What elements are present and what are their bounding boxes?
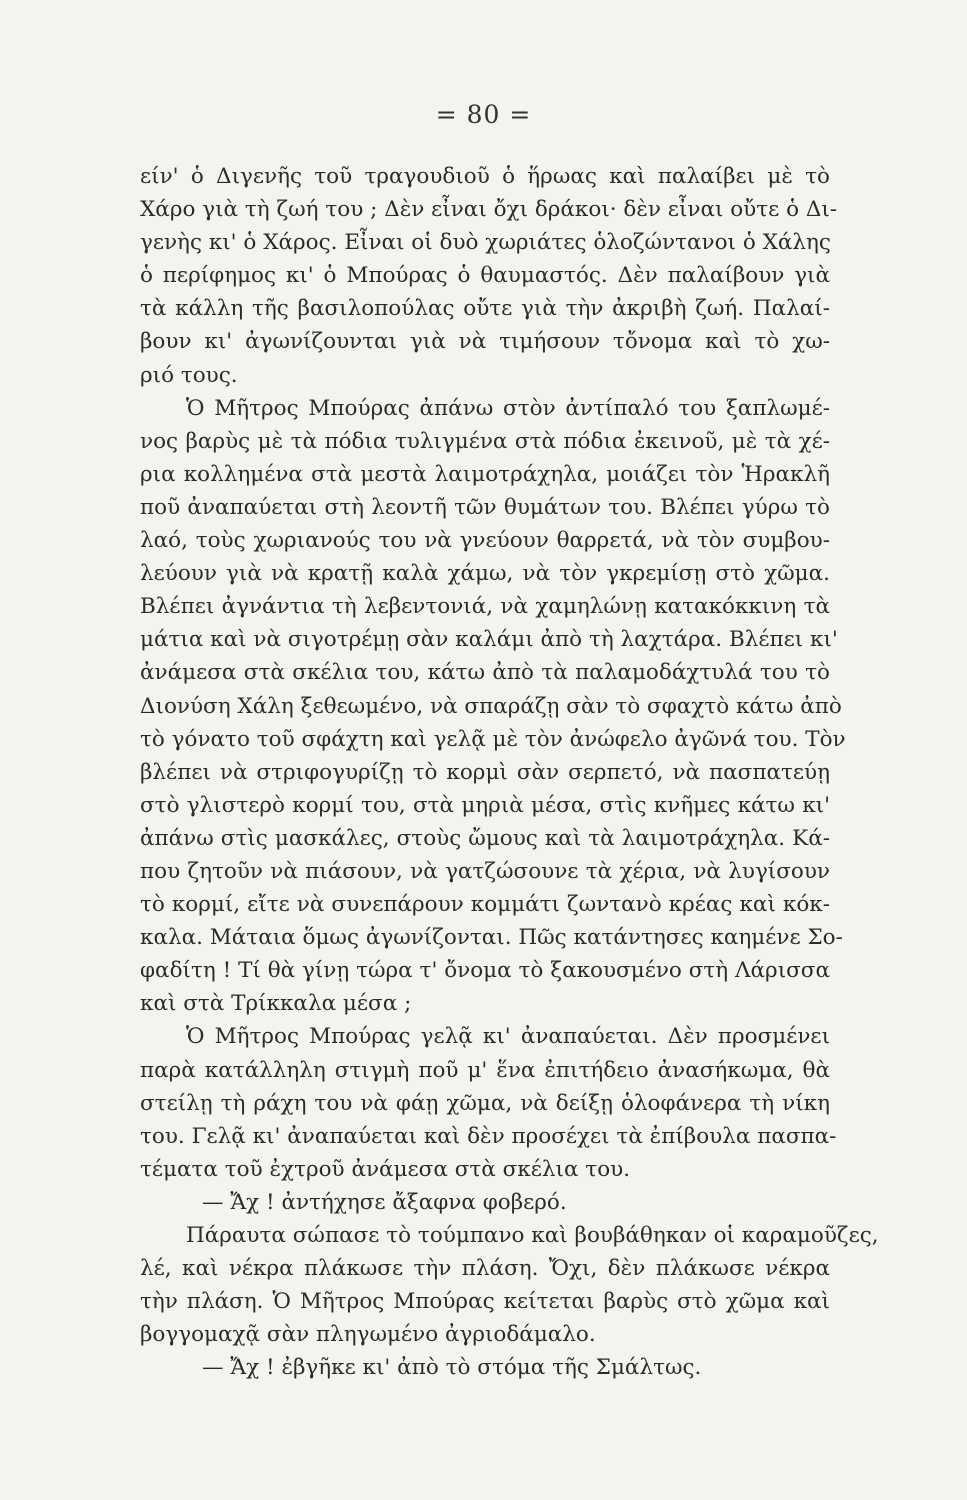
text-line: ρια κολλημένα στὰ μεστὰ λαιμοτράχηλα, μοιάζει τὸν Ἡρακλῆ	[140, 461, 830, 487]
text-line: στὸ γλιστερὸ κορμί του, στὰ μηριὰ μέσα, στὶς κνῆμες κάτω κι'	[140, 792, 830, 818]
text-line: Ὁ Μῆτρος Μπούρας γελᾷ κι' ἀναπαύεται. Δὲν προσμένει	[186, 1024, 830, 1050]
text-line: γενὴς κι' ὁ Χάρος. Εἶναι οἱ δυὸ χωριάτες ὁλοζώντανοι ὁ Χάλης	[140, 230, 831, 256]
text-line: τέματα τοῦ ἐχτροῦ ἀνάμεσα στὰ σκέλια του.	[140, 1156, 631, 1182]
text-line: Πάραυτα σώπασε τὸ τούμπανο καὶ βουβάθηκαν οἱ καραμοῦζες,	[186, 1223, 879, 1248]
text-line: τὰ κάλλη τῆς βασιλοπούλας οὔτε γιὰ τὴν ἀκριβὴ ζωή. Παλαί-	[140, 296, 830, 322]
text-line: Χάρο γιὰ τὴ ζωή του ; Δὲν εἶναι ὄχι δράκοι· δὲν εἶναι οὔτε ὁ Δι-	[140, 197, 838, 223]
text-line: ποῦ ἀναπαύεται στὴ λεοντῆ τῶν θυμάτων του. Βλέπει γύρω τὸ	[140, 494, 830, 520]
text-line: Ὁ Μῆτρος Μπούρας ἀπάνω στὸν ἀντίπαλό του ξαπλωμέ-	[186, 395, 830, 421]
text-line: λέ, καὶ νέκρα πλάκωσε τὴν πλάση. Ὄχι, δὲν πλάκωσε νέκρα	[140, 1256, 830, 1282]
text-line: λαό, τοὺς χωριανούς του νὰ γνεύουν θαρρετά, νὰ τὸν συμβου-	[140, 528, 830, 554]
text-line: στείλῃ τὴ ράχη του νὰ φάῃ χῶμα, νὰ δείξῃ ὁλοφάνερα τὴ νίκη	[140, 1090, 830, 1116]
text-line: ἀπάνω στὶς μασκάλες, στοὺς ὤμους καὶ τὰ λαιμοτράχηλα. Κά-	[140, 825, 830, 851]
text-line: βογγομαχᾷ σὰν πληγωμένο ἀγριοδάμαλο.	[140, 1322, 596, 1348]
text-line: ἀνάμεσα στὰ σκέλια του, κάτω ἀπὸ τὰ παλαμοδάχτυλά του τὸ	[140, 660, 830, 686]
text-line: λεύουν γιὰ νὰ κρατῇ καλὰ χάμω, νὰ τὸν γκρεμίσῃ στὸ χῶμα.	[140, 561, 830, 587]
text-line: καλα. Μάταια ὅμως ἀγωνίζονται. Πῶς κατάντησες καημένε Σο-	[140, 925, 843, 951]
text-line: νος βαρὺς μὲ τὰ πόδια τυλιγμένα στὰ πόδια ἐκεινοῦ, μὲ τὰ χέ-	[140, 428, 830, 454]
text-line: — Ἄχ ! ἐβγῆκε κι' ἀπὸ τὸ στόμα τῆς Σμάλτως.	[202, 1355, 702, 1381]
text-line: είν' ὁ Διγενῆς τοῦ τραγουδιοῦ ὁ ἥρωας καὶ παλαίβει μὲ τὸ	[140, 164, 830, 189]
text-line: Βλέπει ἀγνάντια τὴ λεβεντονιά, νὰ χαμηλώνῃ κατακόκκινη τὰ	[140, 594, 830, 620]
text-line: παρὰ κατάλληλη στιγμὴ ποῦ μ' ἕνα ἐπιτήδειο ἀνασήκωμα, θὰ	[140, 1057, 830, 1083]
body-text	[140, 160, 879, 1384]
text-line: βλέπει νὰ στριφογυρίζῃ τὸ κορμὶ σὰν σερπετό, νὰ πασπατεύῃ	[140, 759, 830, 785]
text-line: μάτια καὶ νὰ σιγοτρέμῃ σὰν καλάμι ἀπὸ τὴ λαχτάρα. Βλέπει κι'	[140, 627, 838, 653]
text-line: του. Γελᾷ κι' ἀναπαύεται καὶ δὲν προσέχει τὰ ἐπίβουλα πασπα-	[140, 1123, 837, 1149]
text-line: — Ἄχ ! ἀντήχησε ἄξαφνα φοβερό.	[202, 1189, 567, 1215]
text-line: φαδίτη ! Τί θὰ γίνῃ τώρα τ' ὄνομα τὸ ξακουσμένο στὴ Λάρισσα	[140, 958, 830, 984]
text-line: καὶ στὰ Τρίκκαλα μέσα ;	[140, 991, 412, 1017]
text-line: ὁ περίφημος κι' ὁ Μπούρας ὁ θαυμαστός. Δὲν παλαίβουν γιὰ	[140, 263, 830, 289]
text-line: ριό τους.	[140, 362, 238, 388]
text-line: Διονύση Χάλη ξεθεωμένο, νὰ σπαράζῃ σὰν τὸ σφαχτὸ κάτω ἀπὸ	[140, 693, 842, 719]
page-number: = 80 =	[435, 100, 532, 129]
text-line: που ζητοῦν νὰ πιάσουν, νὰ γατζώσουνε τὰ χέρια, νὰ λυγίσουν	[140, 858, 830, 884]
text-line: τὸ γόνατο τοῦ σφάχτη καὶ γελᾷ μὲ τὸν ἀνώφελο ἀγῶνά του. Τὸν	[140, 726, 846, 752]
text-line: τὸ κορμί, εἴτε νὰ συνεπάρουν κομμάτι ζωντανὸ κρέας καὶ κόκ-	[140, 892, 830, 918]
text-line: τὴν πλάση. Ὁ Μῆτρος Μπούρας κείτεται βαρὺς στὸ χῶμα καὶ	[140, 1289, 830, 1315]
text-line: βουν κι' ἀγωνίζουνται γιὰ νὰ τιμήσουν τὄνομα καὶ τὸ χω-	[140, 329, 830, 355]
